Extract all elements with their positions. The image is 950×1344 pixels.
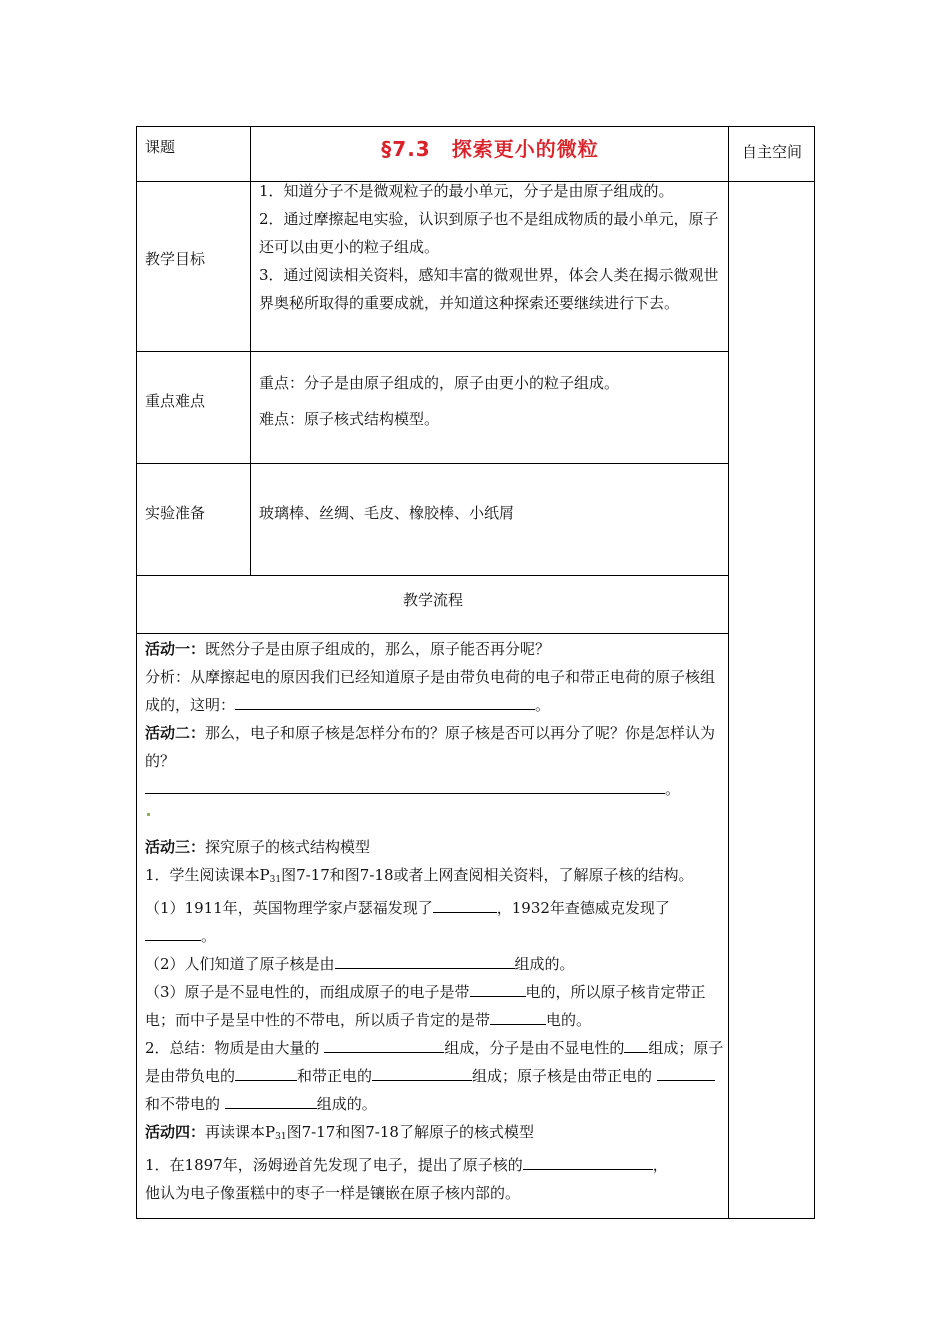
activity-text: 既然分子是由原子组成的，那么，原子能否再分呢？ <box>205 640 551 658</box>
activity-text: 探究原子的核式结构模型 <box>205 838 371 856</box>
activity-3-summary <box>145 1034 725 1118</box>
activity-title: 活动四： <box>145 1123 206 1141</box>
item-text: （2）人们知道了原子核是由 <box>145 955 335 973</box>
topic-label: 课题 <box>145 138 176 156</box>
row-divider <box>137 633 729 634</box>
item-text: （3）原子是不显电性的，而组成原子的电子是带 <box>145 983 470 1001</box>
activity-title: 活动三： <box>145 838 206 856</box>
goal-item: 3．通过阅读相关资料，感知丰富的微观世界，体会人类在揭示微观世界奥秘所取得的重要成就，并知道这种探索还要继续进行下去。 <box>259 266 719 312</box>
activity-text: 再读课本P <box>205 1123 276 1141</box>
row-divider <box>137 463 729 464</box>
item-text: 组成；原子核是由带正电的 <box>472 1067 657 1085</box>
activity-4-item-1-cont: 他认为电子像蛋糕中的枣子一样是镶嵌在原子核内部的。 <box>145 1184 521 1202</box>
item-text: 组成，分子是由不显电性的 <box>444 1039 625 1057</box>
answer-blank[interactable] <box>235 1064 297 1081</box>
answer-blank[interactable] <box>470 980 526 997</box>
activity-3-q1 <box>145 894 725 950</box>
answer-blank[interactable] <box>433 896 497 913</box>
answer-blank[interactable] <box>372 1064 472 1081</box>
answer-blank[interactable] <box>657 1064 715 1081</box>
lesson-plan-table <box>136 126 815 1219</box>
activity-text: 图7-17和图7-18了解原子的核式模型 <box>286 1123 534 1141</box>
activity-3-item-1 <box>145 861 725 894</box>
answer-blank[interactable] <box>225 1092 317 1109</box>
flow-content <box>145 635 725 1207</box>
answer-blank[interactable] <box>624 1036 648 1053</box>
page-subscript: 31 <box>275 1132 287 1142</box>
item-text: 电的，所以原子核肯定带正电；而中子是呈中性的不带电，所以质子肯定的是带 <box>145 983 706 1029</box>
activity-4-item-1 <box>145 1151 725 1179</box>
item-text: 图7-17和图7-18或者上网查阅相关资料，了解原子核的结构。 <box>281 866 694 884</box>
answer-blank[interactable] <box>145 924 201 941</box>
goal-item: 2．通过摩擦起电实验，认识到原子也不是组成物质的最小单元，原子还可以由更小的粒子组成。 <box>259 210 719 256</box>
activity-text: 那么，电子和原子核是怎样分布的？原子核是否可以再分了呢？你是怎样认为的？ <box>145 724 716 770</box>
goals-content <box>259 177 725 317</box>
answer-blank[interactable] <box>335 952 515 969</box>
activity-4 <box>145 1118 725 1151</box>
activity-2-answer-line <box>145 775 725 805</box>
activity-title: 活动一： <box>145 640 206 658</box>
item-text: 1．学生阅读课本P <box>145 866 270 884</box>
item-text: 组成的。 <box>316 1095 377 1113</box>
answer-blank[interactable] <box>324 1036 444 1053</box>
activity-title: 活动二： <box>145 724 206 742</box>
item-text: ， <box>652 1156 668 1174</box>
goals-label: 教学目标 <box>145 250 206 268</box>
prep-label: 实验准备 <box>145 504 206 522</box>
analysis-text: 分析：从摩擦起电的原因我们已经知道原子是由带负电荷的电子和带正电荷的原子核组成的，这明： <box>145 668 716 714</box>
stray-mark <box>147 813 150 816</box>
prep-content: 玻璃棒、丝绸、毛皮、橡胶棒、小纸屑 <box>259 504 515 522</box>
period: 。 <box>201 927 217 945</box>
page-subscript: 31 <box>269 875 282 885</box>
period: 。 <box>665 780 681 798</box>
item-text: 电的。 <box>546 1011 592 1029</box>
item-text: ，1932年查德威克发现了 <box>496 899 670 917</box>
spacer <box>145 805 725 833</box>
focus-text: 重点：分子是由原子组成的，原子由更小的粒子组成。 <box>259 374 620 392</box>
item-text: 1．在1897年，汤姆逊首先发现了电子，提出了原子核的 <box>145 1156 523 1174</box>
flow-label: 教学流程 <box>402 591 463 609</box>
item-text: 和带正电的 <box>297 1067 373 1085</box>
difficulty-text: 难点：原子核式结构模型。 <box>259 410 440 428</box>
answer-blank[interactable] <box>490 1008 546 1025</box>
activity-2 <box>145 719 725 775</box>
goal-item: 1．知道分子不是微观粒子的最小单元，分子是由原子组成的。 <box>259 182 674 200</box>
activity-3-q3 <box>145 978 725 1034</box>
side-column-divider <box>728 127 729 1219</box>
answer-blank[interactable] <box>235 693 535 710</box>
key-points-label: 重点难点 <box>145 392 206 410</box>
period: 。 <box>535 696 551 714</box>
row-divider <box>137 351 729 352</box>
item-text: 和不带电的 <box>145 1095 225 1113</box>
page-title: §7.3 探索更小的微粒 <box>381 137 599 161</box>
item-text: 组成；原子是由带负电的 <box>145 1039 724 1085</box>
side-space-label: 自主空间 <box>741 143 802 161</box>
activity-3 <box>145 833 725 861</box>
activity-1-analysis <box>145 663 725 719</box>
item-text: （1）1911年，英国物理学家卢瑟福发现了 <box>145 899 433 917</box>
row-divider <box>137 575 729 576</box>
answer-blank[interactable] <box>145 777 665 794</box>
item-text: 2．总结：物质是由大量的 <box>145 1039 325 1057</box>
item-text: 组成的。 <box>514 955 575 973</box>
activity-1 <box>145 635 725 663</box>
answer-blank[interactable] <box>523 1153 653 1170</box>
activity-3-q2 <box>145 950 725 978</box>
